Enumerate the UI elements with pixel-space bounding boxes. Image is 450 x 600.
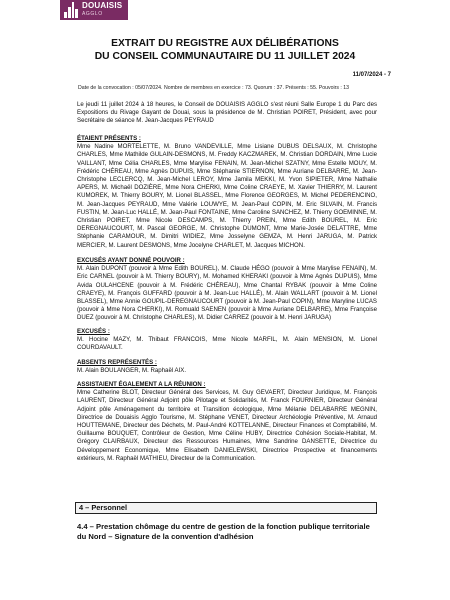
proxies-list: M. Alain DUPONT (pouvoir à Mme Edith BOUREL), M. Claude HÉGO (pouvoir à Mme Marylise FENAIN), M. Eric CARNEL (pouvoir à M. Thierry BOURY), M. Mohamed KHERAKI (pouvoir à Mme Agnès DUPUIS), Mme Avida OULAHCENE (pouvoir à M. Frédéric CHÉREAU), Mme Chantal RYBAK (pouvoir à Mme Coline CRAEYE), M. François GUFFARD (pouvoir à M. Jean-Luc HALLÉ), M. Alain WALLART (pouvoir à M. Lionel BLASSEL), Mme Annie GOUPIL-DEREGNAUCOURT (pouvoir à M. Jean-Paul COPIN), Mme Maryline LUCAS (pouvoir à Mme Nora CHERKI), M. Romuald SAENEN (pouvoir à Mme Auriane DELBARRE), Mme Françoise DUEZ (pouvoir à M. Christophe CHARLES), M. Didier CARREZ (pouvoir à M. Henri JARUGA): [77, 265, 377, 322]
assisting-heading: ASSISTAIENT ÉGALEMENT A LA RÉUNION :: [77, 381, 206, 388]
excused-heading: EXCUSÉS :: [77, 328, 110, 335]
intro-paragraph: [77, 101, 377, 126]
present-list: Mme Nadine MORTELETTE, M. Bruno VANDEVILLE, Mme Lisiane DUBUS DELSAUX, M. Christophe CHARLES, Mme Mathilde GULAIN-DESMONS, M. Freddy KACZMAREK, M. Christian DORDAIN, Mme Lucie VAILLANT, Mme Célia CHARLES, Mme Marylise FENAIN, M. Jean-Michel SZATNY, Mme Estelle MOUY, M. Frédéric CHÉREAU, Mme Agnès DUPUIS, Mme Stéphanie STIERNON, Mme Auriane DELBARRE, M. Jean-Christophe LECLERCQ, M. Jean-Michel LEROY, Mme Jamila MEKKI, M. Yvon SIPIETER, Mme Nathalie APERS, M. Michaël DOZIÈRE, Mme Nora CHERKI, Mme Coline CRAEYE, M. Xavier THIERRY, M. Laurent KUMOREK, M. Thierry BOURY, M. Lionel BLASSEL, Mme Florence GEORGES, M. Michel PEDERENCINO, M. Jean-Jacques PEYRAUD, Mme Valérie LOUWYE, M. Jean-Paul COPIN, M. Eric SILVAIN, M. Francis FUSTIN, M. Jean-Luc HALLÉ, M. Jean-Paul FONTAINE, Mme Caroline SANCHEZ, M. Thierry GOEMINNE, M. Christian POIRET, Mme Nicole DESCAMPS, M. Thierry PREIN, Mme Edith BOUREL, M. Eric DEREGNAUCOURT, M. Pascal GEORGE, M. Christophe DUMONT, Mme Marie-Josée DELATTRE, Mme Stéphanie CARAMOUR, M. Dimitri WIDIEZ, Mme Josselyne GEMZA, M. Henri JARUGA, M. Patrick MERCIER, M. Laurent DESMONS, Mme Jocelyne CHARLET, M. Jacques MICHON.: [77, 143, 377, 249]
logo-name: DOUAISIS: [82, 1, 123, 10]
document-title-line2: DU CONSEIL COMMUNAUTAIRE DU 11 JUILLET 2024: [94, 51, 356, 62]
logo-icon: [64, 2, 78, 18]
excused-block: [77, 328, 377, 353]
section-header: 4 – Personnel: [75, 502, 377, 514]
present-block: [77, 135, 377, 250]
deliberation-subject: 4.4 – Prestation chômage du centre de gestion de la fonction publique territoriale du Nord – Signature de la convention d'adhésion: [77, 522, 370, 541]
absent-block: [77, 359, 377, 375]
deliberation-reference: 11/07/2024 - 7: [352, 72, 391, 78]
convocation-line: Date de la convocation : 05/07/2024. Nombre de membres en exercice : 73. Quorum : 37. Présents : 55. Pouvoirs : 13: [78, 85, 350, 91]
present-heading: ÉTAIENT PRÉSENTS :: [77, 135, 141, 142]
excused-list: M. Hocine MAZY, M. Thibaut FRANCOIS, Mme Nicole MARFIL, M. Alain MENSION, M. Lionel COURDAVAULT.: [77, 336, 377, 352]
douaisis-agglo-logo: [60, 0, 128, 20]
proxies-block: [77, 257, 377, 323]
document-title-line1: EXTRAIT DU REGISTRE AUX DÉLIBÉRATIONS: [111, 38, 339, 49]
absent-list: M. Alain BOULANGER, M. Raphaël AIX.: [77, 367, 187, 375]
intro-text: Le jeudi 11 juillet 2024 à 18 heures, le Conseil de DOUAISIS AGGLO s'est réuni Salle Europe 1 du Parc des Expositions du Rivage Gayant de Douai, sous la présidence de M. Christian POIRET, Président, avec pour Secrétaire de séance M. Jean-Jacques PEYRAUD: [77, 101, 377, 125]
assisting-block: [77, 381, 377, 463]
assisting-list: Mme Catherine BLOT, Directeur Général des Services, M. Guy GEVAERT, Directeur Juridique, M. François LAURENT, Directeur Général Adjoint pôle Pilotage et Solidarités, M. Franck FOURNIER, Directeur Général Adjoint pôle Aménagement du territoire et Transition écologique, Mme Mélanie DELABARRE MEGNIN, Directrice de Douaisis Agglo Tourisme, M. Stéphane VENET, Directeur Archéologie Préventive, M. Arnaud HOUTTEMANE, Directeur des Déchets, M. Paul-André KOTTELANNE, Directeur Finances et Comptabilité, M. Guillaume BOUQUET, Contrôleur de Gestion, Mme Céline HUBY, Directrice Cohésion Sociale-Habitat, M. Grégory CLAIRBAUX, Directeur des Ressources Humaines, Mme Sandrine DANSETTE, Directrice du Développement Economique, Mme Elisabeth DANIELEWSKI, Directrice Prospective et financements extérieurs, M. Raphaël MATHIEU, Directeur de la Communication.: [77, 389, 377, 462]
logo-sub: AGGLO: [82, 11, 103, 17]
absent-heading: ABSENTS REPRÉSENTÉS :: [77, 359, 157, 366]
proxies-heading: EXCUSÉS AYANT DONNÉ POUVOIR :: [77, 257, 185, 264]
